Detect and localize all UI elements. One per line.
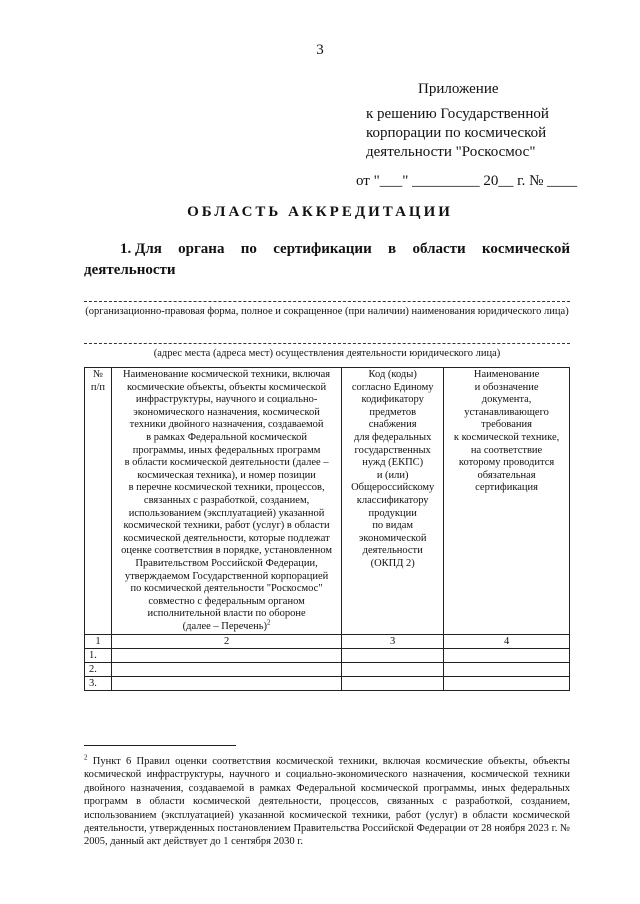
header-equipment-line: по космической деятельности "Роскосмос" — [130, 583, 323, 595]
row-number: 2. — [85, 663, 112, 677]
header-code-line: снабжения — [368, 419, 417, 431]
header-code-line: для федеральных — [354, 431, 432, 443]
header-document — [444, 368, 570, 635]
table-cell[interactable] — [444, 663, 570, 677]
org-name-line — [84, 301, 570, 302]
section-word: космической — [481, 241, 570, 257]
section-word: 1. Для — [120, 241, 162, 257]
section-word: по — [240, 241, 257, 257]
table-cell[interactable] — [111, 663, 341, 677]
header-code-line: деятельности — [362, 545, 423, 557]
header-equipment-line: Наименование космической техники, включая — [123, 369, 331, 380]
header-equipment-line: космической деятельности, которые подлежат — [123, 532, 330, 544]
header-code-line: классификатору — [356, 494, 429, 506]
row-number: 3. — [85, 677, 112, 691]
header-equipment-line: в перечне космической техники, процессов, — [128, 482, 325, 494]
header-document-line: к космической технике, — [453, 431, 560, 443]
table-cell[interactable] — [111, 677, 341, 691]
header-document-line: документа, — [481, 394, 532, 406]
address-caption: (адрес места (адреса мест) осуществления деятельности юридического лица) — [153, 348, 501, 359]
section-word: области — [412, 241, 466, 257]
appendix-block — [356, 80, 596, 191]
header-document-line: на соответствие — [470, 444, 543, 456]
header-code-line: согласно Единому — [351, 381, 434, 393]
header-document-line: обязательная — [477, 469, 536, 481]
table-cell[interactable] — [342, 649, 444, 663]
header-number — [85, 368, 112, 635]
section-word: в — [388, 241, 397, 257]
header-equipment-line: программы, иных федеральных программ — [132, 444, 321, 456]
footnote-separator — [84, 745, 236, 746]
header-document-line: которому проводится — [458, 457, 555, 469]
header-code-line: нужд (ЕКПС) — [362, 457, 424, 469]
section-word: органа — [178, 241, 225, 257]
header-code-line: продукции — [368, 507, 417, 519]
footnote-text: Пункт 6 Правил оценки соответствия космической техники, включая космические объекты, объекты космической инфраструктуры, научного и социально-экономического назначения, космической техники двойного назначения, создаваемой в рамках Федеральной космической программы, иных федеральных программ в области космической деятельности, процессов, связанных с разработкой, созданием, использованием (эксплуатацией) указанной космической техники, работ (услуг) в области космической деятельности, утвержденных постановлением Правительства Российской Федерации от 28 ноября 2023 г. № 2005, данный акт действует до 1 сентября 2030 г. — [84, 756, 570, 848]
appendix-line: к решению Государственной — [366, 106, 549, 122]
header-code-line: Общероссийскому — [351, 482, 435, 494]
header-equipment-line: использованием (эксплуатацией) указанной — [128, 507, 325, 519]
header-document-line: сертификация — [475, 482, 538, 494]
appendix-title: Приложение — [418, 81, 499, 97]
header-document-line: требования — [481, 419, 532, 431]
appendix-line: корпорации по космической — [366, 125, 547, 141]
table-index-row — [85, 635, 570, 649]
appendix-line: деятельности "Роскосмос" — [366, 144, 536, 160]
table-cell[interactable] — [444, 649, 570, 663]
header-code-line: экономической — [358, 532, 427, 544]
header-equipment-line: инфраструктуры, научного и социально- — [135, 394, 318, 406]
header-code-line: государственных — [354, 444, 431, 456]
table-cell[interactable] — [111, 649, 341, 663]
header-equipment-line: космические объекты, объекты космической — [127, 381, 327, 393]
index-cell: 1 — [85, 635, 112, 649]
table-header-row — [85, 368, 570, 635]
header-equipment-line: техники двойного назначения, создаваемой — [129, 419, 324, 431]
header-equipment-line — [114, 618, 339, 634]
index-cell: 2 — [111, 635, 341, 649]
header-code-line: Код (коды) — [368, 369, 417, 380]
table-row — [85, 663, 570, 677]
header-code-line: предметов — [369, 406, 417, 418]
footnote-mark: 2 — [84, 753, 88, 762]
header-document-line: Наименование — [473, 369, 540, 380]
header-code-line: кодификатору — [361, 394, 424, 406]
org-name-caption: (организационно-правовая форма, полное и сокращенное (при наличии) наименования юридического лица) — [85, 306, 569, 317]
page-number: 3 — [316, 42, 324, 58]
header-equipment-line: Правительством Российской Федерации, — [135, 557, 318, 569]
header-document-line: устанавливающего — [464, 406, 549, 418]
header-equipment-line: космическая техника), и номер позиции — [137, 469, 316, 481]
header-equipment-line: космической техники, работ (услуг) в области — [123, 520, 330, 532]
header-number-line: п/п — [90, 381, 106, 393]
header-equipment-line: связанных с разработкой, созданием, — [143, 494, 310, 506]
header-code-line: и (или) — [376, 469, 409, 481]
footnote-reference[interactable]: 2 — [267, 618, 271, 627]
header-equipment-line: экономического назначения, космической — [133, 406, 320, 418]
header-code-line: по видам — [372, 520, 414, 532]
table-cell[interactable] — [342, 663, 444, 677]
header-equipment-name — [111, 368, 341, 635]
header-number-line: № — [92, 369, 103, 380]
table-cell[interactable] — [342, 677, 444, 691]
header-equipment-line: исполнительной власти по обороне — [147, 608, 306, 620]
section-title — [84, 239, 570, 281]
index-cell: 4 — [444, 635, 570, 649]
accreditation-table — [84, 367, 570, 691]
document-heading: ОБЛАСТЬ АККРЕДИТАЦИИ — [187, 204, 453, 220]
section-word: сертификации — [273, 241, 372, 257]
header-code-line: (ОКПД 2) — [370, 557, 415, 569]
index-cell: 3 — [342, 635, 444, 649]
header-equipment-last-text: (далее – Перечень) — [182, 620, 268, 632]
header-document-line: и обозначение — [474, 381, 539, 393]
header-equipment-line: утверждаемом Государственной корпорацией — [124, 570, 329, 582]
row-number: 1. — [85, 649, 112, 663]
address-line — [84, 343, 570, 344]
header-code — [342, 368, 444, 635]
header-equipment-line: оценке соответствия в порядке, установленном — [121, 545, 333, 557]
header-equipment-line: в рамках Федеральной космической — [146, 431, 308, 443]
header-equipment-line: совместно с федеральным органом — [148, 595, 305, 607]
section-word: деятельности — [84, 262, 176, 278]
header-equipment-line: в области космической деятельности (далее – — [124, 457, 329, 469]
table-row — [85, 677, 570, 691]
appendix-date-line: от "___" _________ 20__ г. № ____ — [356, 173, 578, 189]
table-cell[interactable] — [444, 677, 570, 691]
table-row — [85, 649, 570, 663]
footnote — [84, 755, 570, 849]
